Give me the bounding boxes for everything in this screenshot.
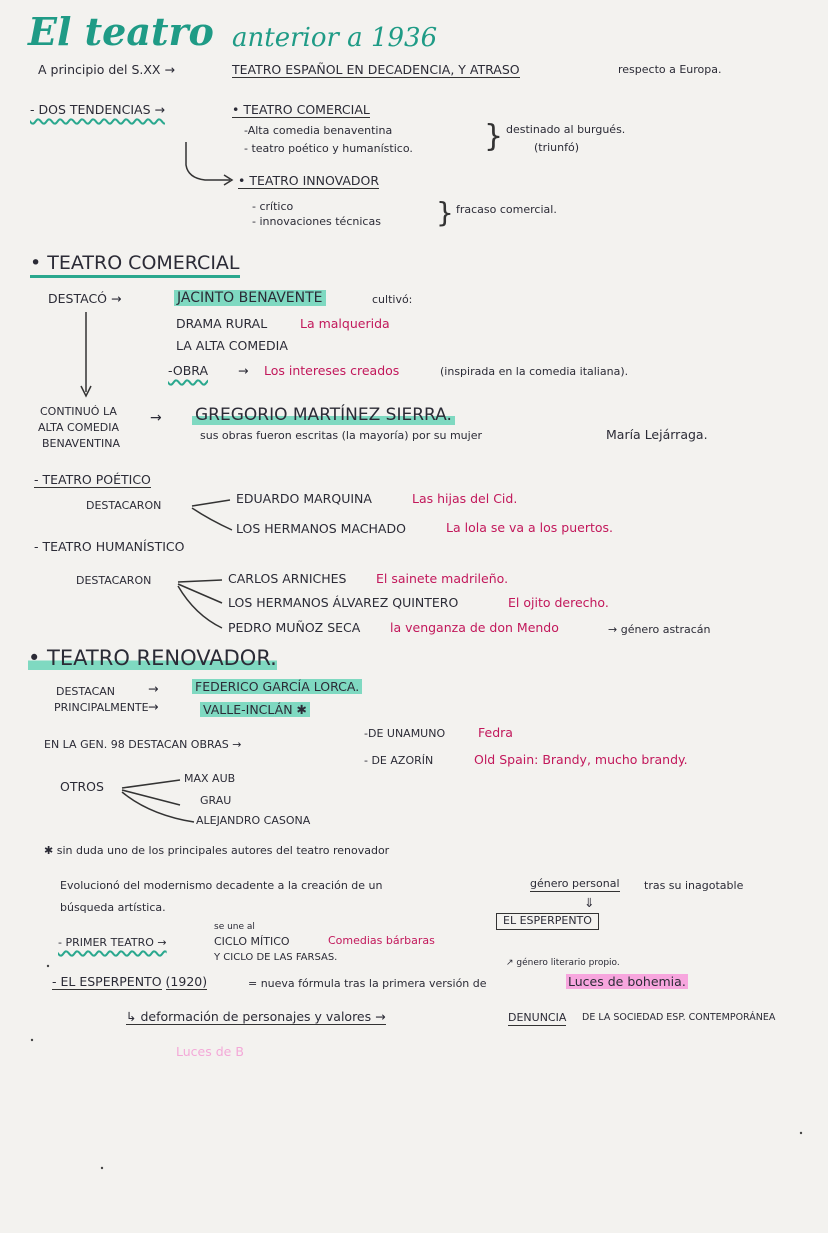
tendencias-innovador-note: fracaso comercial. — [456, 203, 557, 216]
comercial-drama-work: La malquerida — [300, 316, 390, 331]
page-subtitle: anterior a 1936 — [232, 23, 438, 53]
valle-evol-2: tras su inagotable — [644, 879, 744, 892]
humanistico-work-2: El ojito derecho. — [508, 595, 609, 610]
comercial-author2-note: sus obras fueron escritas (la mayoría) por su mujer — [200, 429, 482, 442]
comercial-alta: LA ALTA COMEDIA — [176, 338, 288, 353]
comercial-obra-note: (inspirada en la comedia italiana). — [440, 365, 629, 378]
humanistico-destacaron: DESTACARON — [76, 574, 152, 587]
valle-esperpento-box: EL ESPERPENTO — [496, 913, 599, 930]
valle-evol-3: búsqueda artística. — [60, 901, 166, 914]
valle-note: ✱ sin duda uno de los principales autores del teatro renovador — [44, 844, 390, 857]
svg-text:}: } — [436, 196, 454, 229]
valle-esp-label: - EL ESPERPENTO — [52, 974, 162, 989]
poetico-author-2: LOS HERMANOS MACHADO — [236, 521, 406, 536]
tendencias-comercial-item-1: -Alta comedia benaventina — [244, 124, 393, 137]
comercial-obra-label: -OBRA — [168, 363, 209, 378]
humanistico-author-1: CARLOS ARNICHES — [228, 571, 347, 586]
comercial-continuo-2: ALTA COMEDIA — [38, 421, 120, 434]
svg-text:}: } — [484, 119, 504, 154]
page-title: El teatro — [28, 9, 214, 54]
comercial-heading: • TEATRO COMERCIAL — [30, 253, 240, 278]
tendencias-comercial-note2: (triunfó) — [534, 141, 580, 154]
renovador-gen98: EN LA GEN. 98 DESTACAN OBRAS → — [44, 738, 242, 751]
valle-primer-label: - PRIMER TEATRO → — [58, 936, 167, 949]
valle-denuncia: DENUNCIA — [508, 1011, 567, 1024]
notes-page: } } El teatro anterior a 1936 A principio del S.XX → TEATRO ESPAÑOL EN DECADENCIA, Y ATRASO respecto a Europa. - DOS TENDENCIAS → • TEATRO COMERCIAL -Alta comedia benaventina - teatro poético y humanístico. destinado al burgués. (triunfó) • TEATRO INNOVADOR - crítico - innovaciones técnicas fracaso comercial. • TEATRO COMERCIAL DESTACÓ → JACINTO BENAVENTE cultivó: DRAMA RURAL La malquerida LA ALTA COMEDIA -OBRA → Los intereses creados (inspirada en la comedia italiana). CONTINUÓ LA ALTA COMEDIA BENAVENTINA → GREGORIO MARTÍNEZ SIERRA. sus obras fueron escritas (la mayoría) por su mujer María Lejárraga. - TEATRO POÉTICO DESTACARON EDUARDO MARQUINA Las hijas del Cid. LOS HERMANOS MACHADO La lola se va a los puertos. - TEATRO HUMANÍSTICO DESTACARON CARLOS ARNICHES El sainete madrileño. LOS HERMANOS ÁLVAREZ QUINTERO El ojito derecho. PEDRO MUÑOZ SECA la venganza de don Mendo → género astracán • TEATRO RENOVADOR. DESTACAN PRINCIPALMENTE → → FEDERICO GARCÍA LORCA. VALLE-INCLÁN ✱ EN LA GEN. 98 DESTACAN OBRAS → -DE UNAMUNO Fedra - DE AZORÍN Old Spain: Brandy, mucho brandy. OTROS MAX AUB GRAU ALEJANDRO CASONA ✱ sin duda uno de los principales autores del teatro renovador Evolucionó del modernismo decadente a la creación de un género personal tras su inagotable búsqueda artística. ⇓ EL ESPERPENTO se une al - PRIMER TEATRO → CICLO MÍTICO Comedias bárbaras Y CICLO DE LAS FARSAS. ↗ género literario propio. - EL ESPERPENTO (1920) = nueva fórmula tras la primera versión de Luces de bohemia. ↳ deformación de personajes y valores → DENUNCIA DE LA SOCIEDAD ESP. CONTEMPORÁNEA Luces de B — [0, 0, 828, 1233]
renovador-gen98-work-1: Fedra — [478, 725, 513, 740]
renovador-author-2: VALLE-INCLÁN ✱ — [200, 702, 310, 717]
valle-primer-2: Y CICLO DE LAS FARSAS. — [214, 952, 338, 963]
renovador-heading: • TEATRO RENOVADOR. — [28, 646, 277, 670]
comercial-author2-wife: María Lejárraga. — [606, 427, 708, 442]
tendencias-comercial-note: destinado al burgués. — [506, 123, 626, 136]
intro-main: TEATRO ESPAÑOL EN DECADENCIA, Y ATRASO — [232, 62, 520, 77]
comercial-destaco: DESTACÓ → — [48, 291, 122, 306]
valle-esp-text: = nueva fórmula tras la primera versión de — [248, 977, 487, 990]
comercial-drama: DRAMA RURAL — [176, 316, 268, 331]
tendencias-innovador-head: • TEATRO INNOVADOR — [238, 173, 380, 188]
valle-primer-work: Comedias bárbaras — [328, 934, 435, 947]
renovador-gen98-author-1: -DE UNAMUNO — [364, 727, 446, 740]
valle-evol-1: Evolucionó del modernismo decadente a la creación de un — [60, 879, 383, 892]
renovador-author-1: FEDERICO GARCÍA LORCA. — [192, 679, 362, 694]
poetico-author-1: EDUARDO MARQUINA — [236, 491, 372, 506]
poetico-work-1: Las hijas del Cid. — [412, 491, 518, 506]
valle-faded: Luces de B — [176, 1044, 244, 1059]
tendencias-comercial-item-2: - teatro poético y humanístico. — [244, 142, 413, 155]
comercial-cultivo: cultivó: — [372, 293, 413, 306]
tendencias-innovador-item-2: - innovaciones técnicas — [252, 215, 381, 228]
tendencias-comercial-head: • TEATRO COMERCIAL — [232, 102, 370, 117]
poetico-heading: - TEATRO POÉTICO — [34, 472, 151, 487]
renovador-destacan-1: DESTACAN — [56, 685, 116, 698]
comercial-author2: GREGORIO MARTÍNEZ SIERRA. — [192, 405, 455, 425]
poetico-destacaron: DESTACARON — [86, 499, 162, 512]
tendencias-innovador-item-1: - crítico — [252, 200, 294, 213]
tendencias-label: - DOS TENDENCIAS → — [30, 102, 165, 117]
renovador-otros-2: GRAU — [200, 794, 232, 807]
renovador-gen98-work-2: Old Spain: Brandy, mucho brandy. — [474, 752, 688, 767]
valle-denuncia-rest: DE LA SOCIEDAD ESP. CONTEMPORÁNEA — [582, 1012, 776, 1023]
valle-se-une: se une al — [214, 922, 255, 932]
humanistico-work-3: la venganza de don Mendo — [390, 620, 559, 635]
renovador-otros-1: MAX AUB — [184, 772, 236, 785]
comercial-obra-work: Los intereses creados — [264, 363, 400, 378]
comercial-continuo-1: CONTINUÓ LA — [40, 405, 117, 418]
valle-esp-year: (1920) — [165, 974, 208, 989]
renovador-destacan-2: PRINCIPALMENTE — [54, 701, 149, 714]
comercial-author: JACINTO BENAVENTE — [174, 290, 326, 306]
valle-down-arrow: ⇓ — [584, 895, 595, 910]
valle-genero-note: ↗ género literario propio. — [506, 958, 620, 968]
humanistico-extra-3: → género astracán — [608, 623, 711, 636]
intro-lead: A principio del S.XX → — [38, 62, 175, 77]
renovador-otros-3: ALEJANDRO CASONA — [196, 814, 311, 827]
comercial-continuo-3: BENAVENTINA — [42, 437, 120, 450]
intro-tail: respecto a Europa. — [618, 63, 722, 76]
valle-esp-work: Luces de bohemia. — [568, 974, 686, 989]
valle-primer-1: CICLO MÍTICO — [214, 935, 290, 948]
humanistico-work-1: El sainete madrileño. — [376, 571, 509, 586]
renovador-otros: OTROS — [60, 779, 104, 794]
poetico-work-2: La lola se va a los puertos. — [446, 520, 613, 535]
valle-deform: ↳ deformación de personajes y valores → — [126, 1009, 386, 1024]
humanistico-author-2: LOS HERMANOS ÁLVAREZ QUINTERO — [228, 595, 459, 610]
humanistico-heading: - TEATRO HUMANÍSTICO — [34, 539, 185, 554]
valle-evol-highlight: género personal — [530, 877, 620, 890]
comercial-obra-arrow: → — [238, 363, 249, 378]
renovador-gen98-author-2: - DE AZORÍN — [364, 754, 434, 767]
humanistico-author-3: PEDRO MUÑOZ SECA — [228, 620, 361, 635]
